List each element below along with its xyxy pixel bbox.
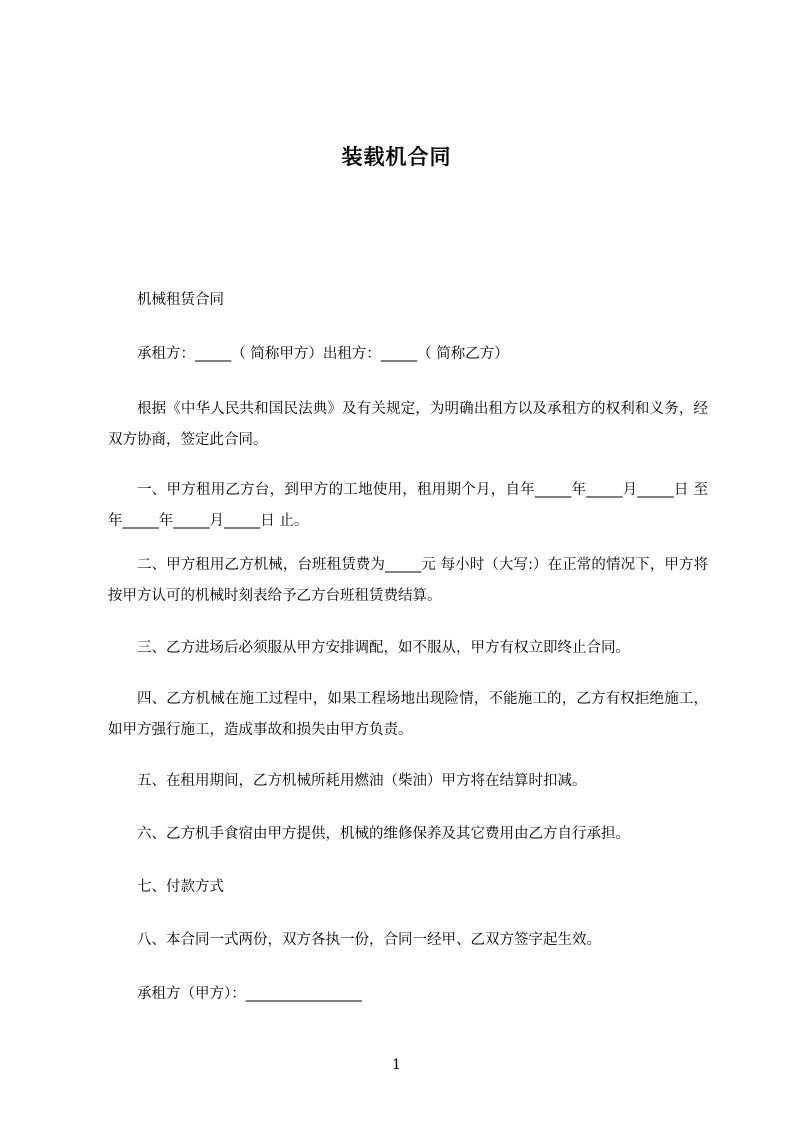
parties-line: 承租方：_____（ 简称甲方）出租方：_____（ 简称乙方） xyxy=(137,346,509,362)
clause-7: 七、付款方式 xyxy=(137,879,224,895)
preamble-paragraph: 根据《中华人民共和国民法典》及有关规定，为明确出租方以及承租方的权利和义务，经双方协商，签定此合同。 xyxy=(108,401,708,448)
clause-5: 五、在租用期间，乙方机械所耗用燃油（柴油）甲方将在结算时扣减。 xyxy=(137,773,587,789)
clause-4: 四、乙方机械在施工过程中，如果工程场地出现险情，不能施工的，乙方有权拒绝施工，如甲方强行施工，造成事故和损失由甲方负责。 xyxy=(108,691,708,738)
subtitle: 机械租赁合同 xyxy=(137,292,224,308)
page-number: 1 xyxy=(392,1057,401,1073)
document-title: 装载机合同 xyxy=(341,145,452,169)
signature-line: 承租方（甲方）：________________ xyxy=(137,986,362,1002)
clause-1: 一、甲方租用乙方台，到甲方的工地使用，租用期个月，自年_____年_____月_____日 至年_____年_____月_____日 止。 xyxy=(108,482,708,529)
clause-3: 三、乙方进场后必须服从甲方安排调配，如不服从，甲方有权立即终止合同。 xyxy=(137,640,630,656)
clause-2: 二、甲方租用乙方机械，台班租赁费为_____元 每小时（大写:）在正常的情况下，甲方将按甲方认可的机械时刻表给予乙方台班租赁费结算。 xyxy=(108,557,708,604)
clause-8: 八、本合同一式两份，双方各执一份，合同一经甲、乙双方签字起生效。 xyxy=(137,932,601,948)
clause-6: 六、乙方机手食宿由甲方提供，机械的维修保养及其它费用由乙方自行承担。 xyxy=(137,826,630,842)
